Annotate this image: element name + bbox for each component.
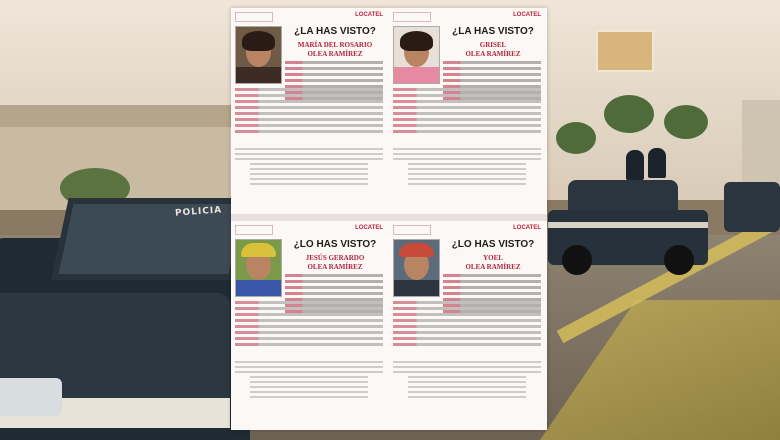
police-truck-right	[548, 170, 708, 275]
palm-tree	[556, 122, 596, 154]
contact-block	[235, 148, 383, 188]
government-logo	[235, 225, 273, 235]
truck-wheel	[562, 245, 592, 275]
government-logo	[235, 12, 273, 22]
locatel-logo: LOCATEL	[513, 225, 541, 231]
government-logo	[393, 12, 431, 22]
child-photo	[393, 239, 440, 297]
child-photo	[235, 239, 282, 297]
card-header	[235, 225, 383, 235]
poster-panel-bottom	[231, 221, 547, 427]
description-block	[235, 88, 383, 136]
person-name: JESÚS GERARDO	[305, 254, 365, 262]
card-headline: ¿LA HAS VISTO?	[452, 26, 534, 37]
person-name: MARÍA DEL ROSARIO	[297, 41, 373, 49]
card-header	[235, 12, 383, 22]
roadside-sign	[596, 30, 654, 72]
cap	[241, 243, 276, 257]
person-surname: OLEA RAMÍREZ	[307, 263, 363, 271]
hair	[400, 31, 433, 51]
locatel-logo: LOCATEL	[513, 12, 541, 18]
shirt	[236, 280, 281, 297]
truck-wheel	[664, 245, 694, 275]
card-headline: ¿LA HAS VISTO?	[294, 26, 376, 37]
person-surname: OLEA RAMÍREZ	[307, 50, 363, 58]
missing-card	[389, 8, 545, 214]
poster-panel-top	[231, 8, 547, 214]
missing-card	[389, 221, 545, 427]
child-photo	[235, 26, 282, 84]
card-headline: ¿LO HAS VISTO?	[451, 239, 535, 250]
missing-card	[231, 8, 387, 214]
palm-tree	[604, 95, 654, 133]
description-block	[235, 301, 383, 349]
contact-block	[235, 361, 383, 401]
person-name: YOEL	[483, 254, 503, 262]
missing-card	[231, 221, 387, 427]
shirt	[236, 67, 281, 84]
description-block	[393, 88, 541, 136]
truck-headlight	[0, 378, 62, 416]
description-block	[393, 301, 541, 349]
officer	[648, 148, 666, 178]
locatel-logo: LOCATEL	[355, 12, 383, 18]
shirt	[394, 280, 439, 297]
person-surname: OLEA RAMÍREZ	[465, 263, 521, 271]
truck-stripe	[548, 222, 708, 228]
child-photo	[393, 26, 440, 84]
government-logo	[393, 225, 431, 235]
person-surname: OLEA RAMÍREZ	[465, 50, 521, 58]
missing-persons-poster	[231, 8, 547, 430]
police-vehicle-text: POLICIA	[174, 205, 223, 219]
palm-tree	[664, 105, 708, 139]
shirt	[394, 67, 439, 84]
contact-block	[393, 148, 541, 188]
police-truck-left	[0, 178, 250, 440]
building-roof	[0, 105, 240, 127]
cap	[399, 243, 434, 257]
card-header	[393, 225, 541, 235]
police-truck-far	[724, 182, 780, 232]
card-header	[393, 12, 541, 22]
person-name: GRISEL	[479, 41, 507, 49]
officer	[626, 150, 644, 180]
locatel-logo: LOCATEL	[355, 225, 383, 231]
hair	[242, 31, 275, 51]
panel-divider	[231, 214, 547, 221]
contact-block	[393, 361, 541, 401]
card-headline: ¿LO HAS VISTO?	[293, 239, 377, 250]
